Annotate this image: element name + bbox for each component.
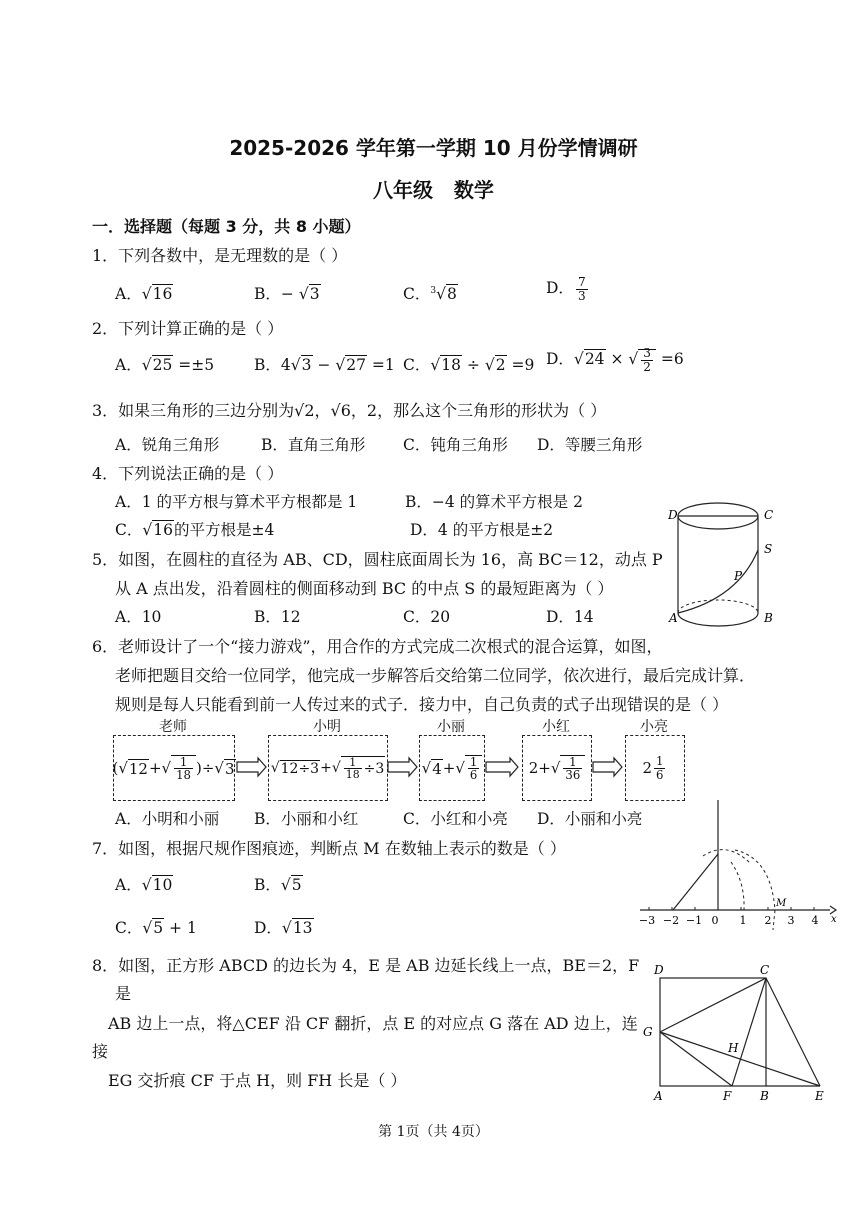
flow-arrow-2	[388, 758, 417, 776]
cyl-label-p: P	[734, 569, 743, 583]
q6-option-a: A．小明和小丽	[115, 810, 220, 828]
tick-label-4: 4	[811, 914, 819, 927]
cyl-label-c: C	[764, 508, 774, 522]
flow-label-xiaoli: 小丽	[437, 719, 465, 735]
q4-option-b: B．−4 的算术平方根是 2	[405, 493, 583, 511]
q7-option-d: D．√13	[254, 919, 313, 937]
flow-box-xiaoliang: 2 $\frac{1}{6}$	[625, 735, 685, 801]
sq-label-a: A	[654, 1089, 663, 1103]
flow-box-xiaoming: √ 12÷3 +√ $\frac{1}{18}$ ÷3	[268, 735, 388, 801]
q4-option-d: D．4 的平方根是±2	[410, 521, 554, 539]
numberline-figure	[635, 798, 840, 928]
sq-label-g: G	[643, 1025, 653, 1039]
q3-option-c: C．钝角三角形	[403, 436, 508, 454]
q6-option-d: D．小丽和小亮	[537, 810, 643, 828]
tick-label-2: 2	[764, 914, 772, 927]
q3-option-b: B．直角三角形	[261, 436, 366, 454]
flow-label-teacher: 老师	[159, 719, 187, 735]
flow-box-teacher: (√ 12 +√ $\frac{1}{18}$ )÷√ 3	[113, 735, 235, 801]
tick-label-1: 1	[739, 914, 747, 927]
q8-line2: AB 边上一点，将△CEF 沿 CF 翻折，点 E 的对应点 G 落在 AD 边上，连	[108, 1014, 638, 1033]
cyl-label-a: A	[669, 611, 678, 625]
q7-option-a: A．√10	[115, 876, 173, 894]
q1-option-a: A．√16	[115, 285, 173, 303]
q5-option-d: D．14	[546, 608, 594, 626]
cyl-label-s: S	[764, 542, 773, 556]
sq-label-b: B	[760, 1089, 769, 1103]
q1-option-d: D． $\frac{7}{3}$	[546, 275, 586, 303]
tick-label-3: 3	[787, 914, 795, 927]
point-label-m: M	[776, 898, 787, 909]
q3-option-a: A．锐角三角形	[115, 436, 220, 454]
q5-stem-line1: 5．如图，在圆柱的直径为 AB、CD，圆柱底面周长为 16，高 BC＝12，动点 P	[92, 550, 663, 569]
exam-title: 2025-2026 学年第一学期 10 月份学情调研	[229, 136, 638, 160]
q7-option-b: B．√5	[254, 876, 302, 894]
q6-line3: 规则是每人只能看到前一人传过来的式子．接力中，自己负责的式子出现错误的是（ ）	[115, 695, 729, 714]
q6-line1: 6．老师设计了一个“接力游戏”，用合作的方式完成二次根式的混合运算，如图，	[92, 637, 663, 656]
sq-label-c: C	[760, 963, 770, 977]
q7-stem: 7．如图，根据尺规作图痕迹，判断点 M 在数轴上表示的数是（ ）	[92, 839, 566, 858]
q5-option-a: A．10	[115, 608, 162, 626]
page-footer: 第 1页（共 4页）	[378, 1124, 489, 1140]
exam-subtitle: 八年级 数学	[373, 178, 494, 202]
section-heading: 一．选择题（每题 3 分，共 8 小题）	[92, 217, 361, 236]
flow-label-xiaoliang: 小亮	[640, 719, 668, 735]
flow-box-xiaohong: 2+√ $\frac{1}{36}$	[522, 735, 592, 801]
flow-label-xiaohong: 小红	[542, 719, 570, 735]
sq-label-d: D	[654, 963, 664, 977]
q5-option-c: C．20	[403, 608, 451, 626]
q6-option-b: B．小丽和小红	[254, 810, 359, 828]
flow-arrow-3	[486, 758, 518, 776]
q2-option-b: B．4√3 − √27 =1	[254, 356, 395, 374]
q3-stem: 3．如果三角形的三边分别为√2，√6，2，那么这个三角形的形状为（ ）	[92, 401, 607, 420]
q4-stem: 4．下列说法正确的是（ ）	[92, 464, 284, 483]
q2-option-c: C．√18 ÷ √2 =9	[403, 356, 535, 374]
q7-option-c: C．√5 + 1	[115, 919, 197, 937]
sq-label-e: E	[815, 1089, 824, 1103]
flow-label-xiaoming: 小明	[313, 719, 341, 735]
q5-stem-line2: 从 A 点出发，沿着圆柱的侧面移动到 BC 的中点 S 的最短距离为（ ）	[115, 579, 614, 598]
tick-label-0: 0	[711, 914, 719, 927]
flow-arrow-1	[237, 758, 266, 776]
q6-option-c: C．小红和小亮	[403, 810, 508, 828]
q8-line2b: 接	[92, 1042, 109, 1061]
q4-option-a: A．1 的平方根与算术平方根都是 1	[115, 493, 358, 511]
tick-label-neg2: −2	[662, 914, 680, 927]
cyl-label-b: B	[764, 611, 773, 625]
cyl-label-d: D	[668, 508, 678, 522]
q4-option-c: C．√16的平方根是±4	[115, 521, 275, 539]
q1-stem: 1．下列各数中，是无理数的是（ ）	[92, 246, 348, 265]
sq-label-f: F	[723, 1089, 732, 1103]
q2-option-a: A．√25 =±5	[115, 356, 215, 374]
q1-option-c: C．$^3$√8	[403, 285, 457, 303]
q2-option-d: D．√24 × √ $\frac{3}{2}$ =6	[546, 346, 684, 374]
axis-label-x: x	[831, 914, 837, 925]
tick-label-neg3: −3	[638, 914, 656, 927]
q1-option-b: B．− √3	[254, 285, 320, 303]
q2-stem: 2．下列计算正确的是（ ）	[92, 319, 284, 338]
square-figure	[640, 960, 835, 1105]
flow-box-xiaoli: √ 4 +√ $\frac{1}{6}$	[419, 735, 485, 801]
q3-option-d: D．等腰三角形	[537, 436, 643, 454]
q8-line1b: 是	[115, 984, 132, 1003]
tick-label-neg1: −1	[685, 914, 703, 927]
flow-arrow-4	[593, 758, 622, 776]
q5-option-b: B．12	[254, 608, 301, 626]
sq-label-h: H	[728, 1041, 739, 1055]
q8-line1: 8．如图，正方形 ABCD 的边长为 4，E 是 AB 边延长线上一点，BE＝2，F	[92, 956, 640, 975]
q8-line3: EG 交折痕 CF 于点 H，则 FH 长是（ ）	[108, 1071, 407, 1090]
q6-line2: 老师把题目交给一位同学，他完成一步解答后交给第二位同学，依次进行，最后完成计算．	[115, 666, 756, 685]
